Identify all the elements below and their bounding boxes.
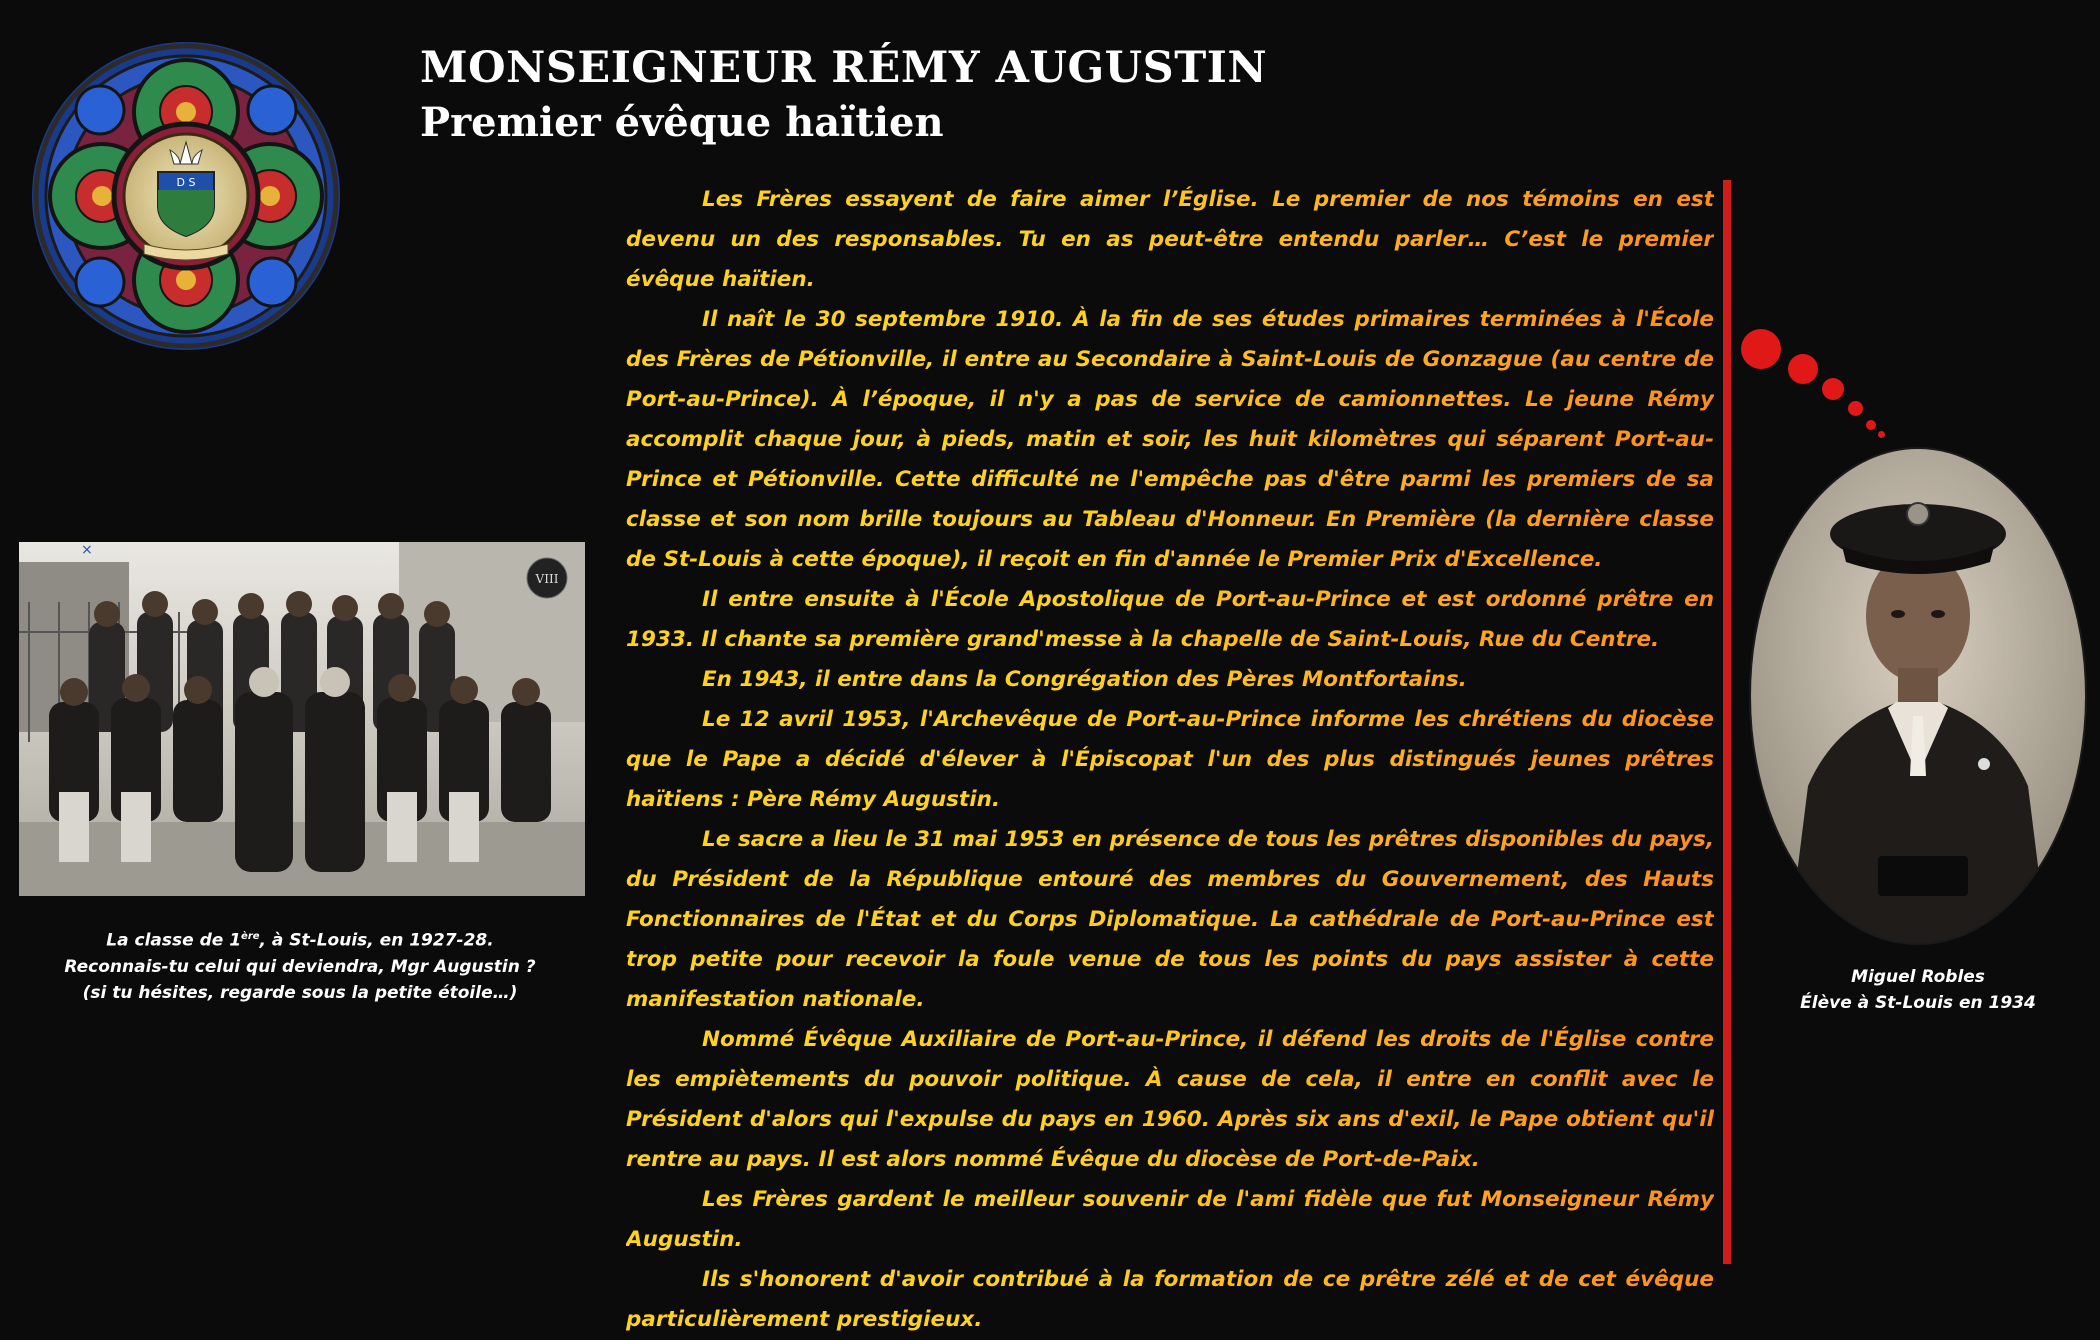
photo-number-badge: VIII [535,572,559,586]
biography-paragraph: Le sacre a lieu le 31 mai 1953 en présence de tous les prêtres disponibles du pays, du Président de la République entouré des membres du Gouvernement, des Hauts Fonctionnaires de l'État et du Corps Diplomatique. La cathédrale de Port-au-Prince est trop petite pour recevoir la foule venue de tous les points du pays assister à cette manifestation nationale. [626,820,1714,1020]
caption-line1-sup: ère [241,931,260,942]
biography-paragraph: Ils s'honorent d'avoir contribué à la formation de ce prêtre zélé et de cet évêque particulièrement prestigieux. [626,1260,1714,1340]
biography-paragraph: Les Frères gardent le meilleur souvenir de l'ami fidèle que fut Monseigneur Rémy Augustin. [626,1180,1714,1260]
class-photo-caption-line1 [30,924,570,954]
biography-paragraph: Il entre ensuite à l'École Apostolique de Port-au-Prince et est ordonné prêtre en 1933. Il chante sa première grand'messe à la chapelle de Saint-Louis, Rue du Centre. [626,580,1714,660]
page-title: MONSEIGNEUR RÉMY AUGUSTIN [420,43,1268,93]
decorative-dot [1878,431,1885,438]
portrait-caption-detail: Élève à St-Louis en 1934 [1800,993,2036,1013]
biography-paragraph: Le 12 avril 1953, l'Archevêque de Port-au-Prince informe les chrétiens du diocèse que le Pape a décidé d'élever à l'Épiscopat l'un des plus distingués jeunes prêtres haïtiens : Père Rémy Augustin. [626,700,1714,820]
biography-paragraph: Nommé Évêque Auxiliaire de Port-au-Prince, il défend les droits de l'Église contre les empiètements du pouvoir politique. À cause de cela, il entre en conflit avec le Président d'alors qui l'expulse du pays en 1960. Après six ans d'exil, le Pape obtient qu'il rentre au pays. Il est alors nommé Évêque du diocèse de Port-de-Paix. [626,1020,1714,1180]
biography-paragraph: Les Frères essayent de faire aimer l’Église. Le premier de nos témoins en est devenu un des responsables. Tu en as peut-être entendu parler… C’est le premier évêque haïtien. [626,180,1714,300]
page-subtitle: Premier évêque haïtien [420,99,944,146]
decorative-dot [1741,329,1781,369]
student-portrait-photo [1748,446,2088,946]
class-photo-caption [30,924,570,1006]
biography-text [626,180,1714,1340]
star-marker-icon: × [81,542,93,558]
decorative-dot [1866,420,1876,430]
class-photograph [19,542,585,896]
portrait-caption-name: Miguel Robles [1851,967,1985,987]
biography-paragraph: En 1943, il entre dans la Congrégation des Pères Montfortains. [626,660,1714,700]
class-photo-caption-line2: Reconnais-tu celui qui deviendra, Mgr Augustin ? [64,956,536,977]
decorative-dot [1788,354,1818,384]
caption-line1-suffix: , à St-Louis, en 1927-28. [259,930,494,951]
caption-line1-prefix: La classe de 1 [106,930,242,951]
decorative-dot [1848,401,1863,416]
biography-paragraph: Il naît le 30 septembre 1910. À la fin de ses études primaires terminées à l'École des Frères de Pétionville, il entre au Secondaire à Saint-Louis de Gonzague (au centre de Port-au-Prince). À l’époque, il n'y a pas de service de camionnettes. Le jeune Rémy accomplit chaque jour, à pieds, matin et soir, les huit kilomètres qui séparent Port-au-Prince et Pétionville. Cette difficulté ne l'empêche pas d'être parmi les premiers de sa classe et son nom brille toujours au Tableau d'Honneur. En Première (la dernière classe de St-Louis à cette époque), il reçoit en fin d'année le Premier Prix d'Excellence. [626,300,1714,580]
stained-glass-rose-window [30,40,342,352]
rose-window-emblem-text: D S [176,176,196,189]
decorative-dot [1822,378,1844,400]
vertical-divider-line [1723,180,1731,1264]
class-photo-caption-line3: (si tu hésites, regarde sous la petite étoile…) [82,982,518,1003]
portrait-caption [1740,964,2096,1016]
